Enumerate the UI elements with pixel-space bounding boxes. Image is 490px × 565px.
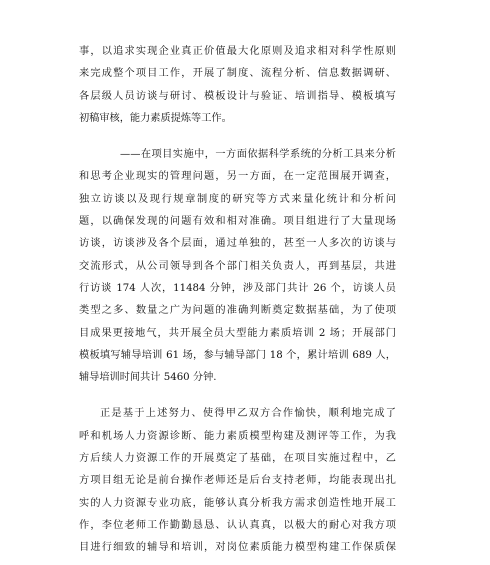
paragraph-line: 事，以追求实现企业真正价值最大化原则及追求相对科学性原则 [79, 46, 396, 57]
paragraph-spacer [79, 389, 396, 403]
paragraph-line: 行访谈 174 人次，11484 分钟，涉及部门共计 26 个，访谈人员 [79, 282, 396, 294]
paragraph-2 [79, 144, 396, 389]
paragraph-line: 模板填写辅导培训 61 场，参与辅导部门 18 个，累计培训 689 人， [79, 349, 396, 361]
paragraph-line: 目进行细致的辅导和培训，对岗位素质能力模型构建工作保质保 [79, 542, 396, 554]
paragraph-line: 类型之多、数量之广为问题的准确判断奠定数据基础，为了使项 [79, 305, 396, 317]
paragraph-line: 交流形式，从公司领导到各个部门相关负责人，再到基层，共进 [79, 260, 396, 272]
paragraph-line: 访谈，访谈涉及各个层面，通过单独的，甚至一人多次的访谈与 [79, 238, 396, 250]
paragraph-line: 正是基于上述努力、使得甲乙双方合作愉快，顺利地完成了 [100, 408, 396, 420]
paragraph-1 [79, 41, 396, 130]
paragraph-line: ——在项目实施中，一方面依据科学系统的分析工具来分析 [120, 149, 396, 161]
document-body [79, 41, 396, 560]
paragraph-line: 来完成整个项目工作，开展了制度、流程分析、信息数据调研、 [79, 68, 396, 80]
paragraph-line: 方后续人力资源工作的开展奠定了基础，在项目实施过程中，乙 [79, 453, 396, 465]
paragraph-line: 实的人力资源专业功底，能够认真分析我方需求创造性地开展工 [79, 497, 396, 509]
paragraph-line: 各层级人员访谈与研讨、模板设计与验证、培训指导、模板填写 [79, 90, 396, 102]
paragraph-line: 呼和机场人力资源诊断、能力素质模型构建及测评等工作，为我 [79, 430, 396, 442]
paragraph-line: 题，以确保发现的问题有效和相对准确。项目组进行了大量现场 [79, 216, 396, 228]
paragraph-line: 初稿审核，能力素质提炼等工作。 [79, 112, 232, 124]
paragraph-line: 辅导培训时间共计 5460 分钟. [79, 372, 217, 384]
paragraph-line: 目成果更接地气，共开展全员大型能力素质培训 2 场；开展部门 [79, 327, 396, 339]
paragraph-spacer [79, 130, 396, 144]
paragraph-line: 独立访谈以及现行规章制度的研究等方式来量化统计和分析问 [79, 193, 396, 205]
paragraph-line: 方项目组无论是前台操作老师还是后台支持老师，均能表现出扎 [79, 475, 396, 487]
paragraph-line: 和思考企业现实的管理问题，另一方面，在一定范围展开调查， [79, 171, 396, 183]
paragraph-3 [79, 403, 396, 559]
paragraph-line: 作，李位老师工作勤勤恳恳、认认真真，以极大的耐心对我方项 [79, 519, 396, 531]
